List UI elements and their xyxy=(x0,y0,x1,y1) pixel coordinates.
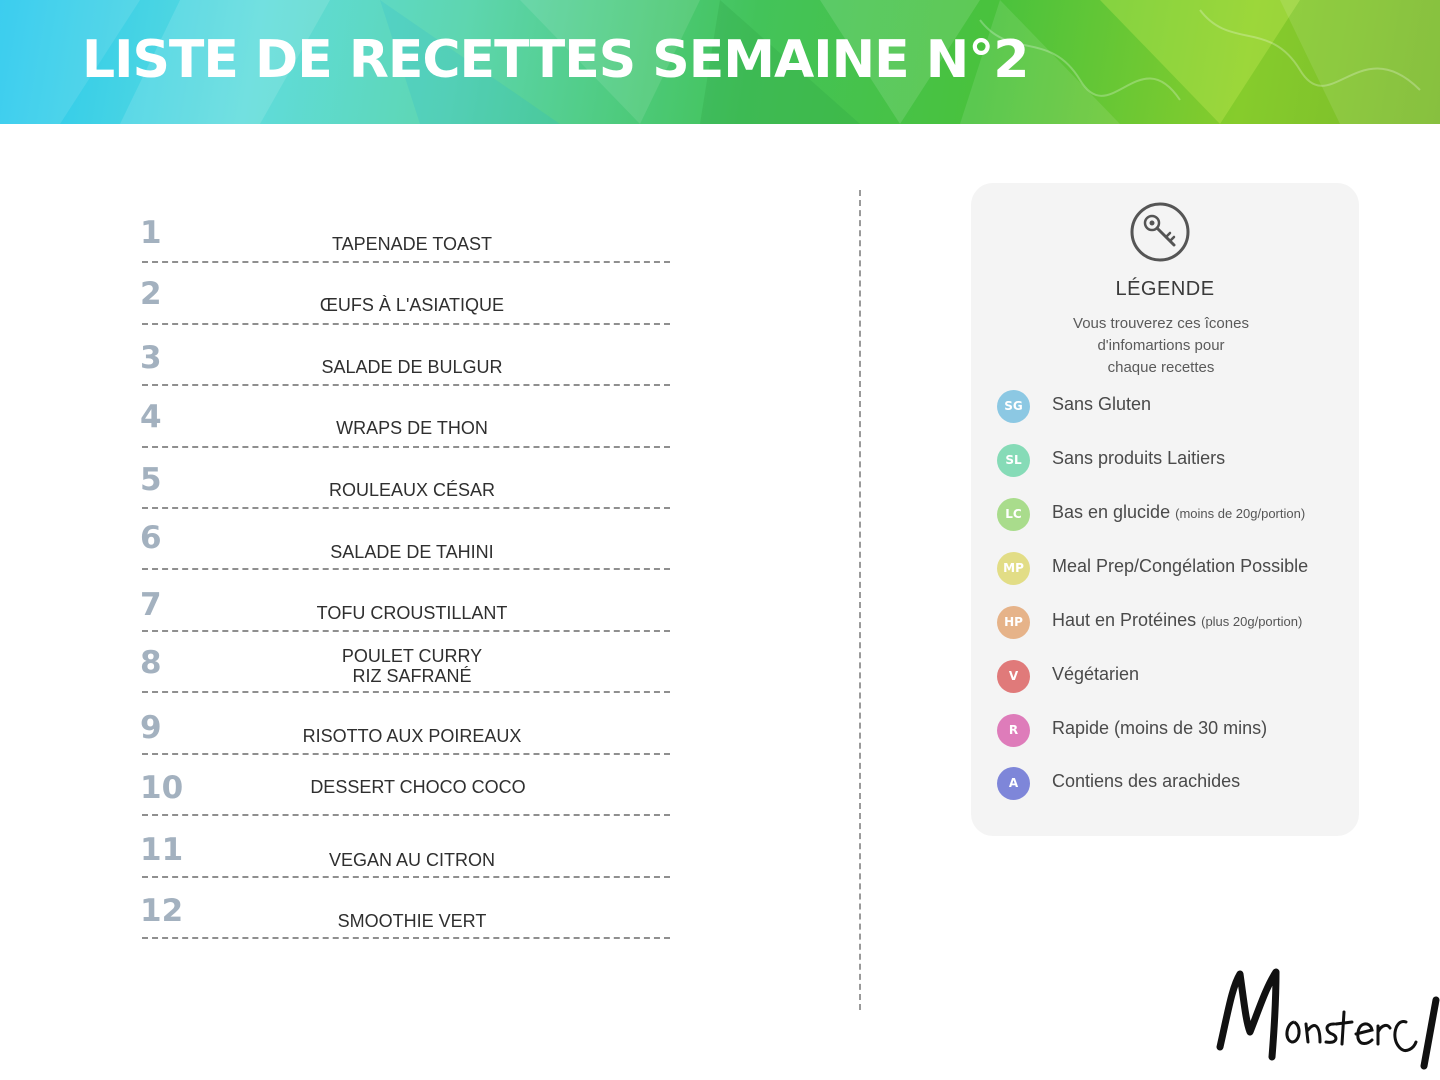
recipe-row xyxy=(142,632,670,693)
legend-label xyxy=(1052,610,1302,631)
legend-label-text: Haut en Protéines xyxy=(1052,610,1197,630)
recipe-row xyxy=(142,570,670,632)
legend-item-sans-gluten xyxy=(997,388,1357,424)
legend-badge: HP xyxy=(997,606,1030,639)
recipe-number: 7 xyxy=(140,587,162,623)
page-title: LISTE DE RECETTES SEMAINE N°2 xyxy=(82,30,1029,90)
legend-item-sans-laitiers xyxy=(997,442,1357,478)
recipe-name: WRAPS DE THON xyxy=(336,418,488,438)
legend-label-text: Sans produits Laitiers xyxy=(1052,448,1226,468)
legend-label xyxy=(1052,771,1240,792)
legend-item-rapide xyxy=(997,712,1357,748)
legend-label-text: Meal Prep/Congélation Possible xyxy=(1052,556,1309,576)
legend-label xyxy=(1052,394,1151,415)
legend-item-haut-proteines xyxy=(997,604,1357,640)
recipe-row xyxy=(142,693,670,755)
recipe-number: 5 xyxy=(140,462,162,498)
recipe-number: 10 xyxy=(140,770,184,806)
recipe-name: ROULEAUX CÉSAR xyxy=(328,480,496,500)
recipe-name: TOFU CROUSTILLANT xyxy=(316,603,508,623)
legend-item-vegetarien xyxy=(997,658,1357,694)
recipe-number: 3 xyxy=(140,340,162,376)
recipe-number: 11 xyxy=(140,832,184,868)
recipe-row xyxy=(142,878,670,939)
legend-label xyxy=(1052,556,1308,577)
recipe-row xyxy=(142,386,670,448)
legend-badge: R xyxy=(997,714,1030,747)
recipe-number: 8 xyxy=(140,645,162,681)
recipe-number: 1 xyxy=(140,215,162,251)
legend-label-text: Bas en glucide xyxy=(1052,502,1171,522)
legend-title: LÉGENDE xyxy=(1115,278,1215,300)
recipe-name-line2: RIZ SAFRANÉ xyxy=(352,666,472,686)
legend-panel xyxy=(971,183,1359,836)
legend-item-meal-prep xyxy=(997,550,1357,586)
legend-item-arachides xyxy=(997,765,1357,801)
legend-label xyxy=(1052,718,1267,739)
column-divider xyxy=(859,190,861,1010)
legend-description-line: Vous trouverez ces îcones xyxy=(1073,315,1249,332)
legend-note: (plus 20g/portion) xyxy=(1201,614,1303,629)
recipe-number: 2 xyxy=(140,276,162,312)
legend-badge: V xyxy=(997,660,1030,693)
recipe-name: SALADE DE BULGUR xyxy=(321,357,503,377)
recipe-name: SMOOTHIE VERT xyxy=(337,911,487,931)
legend-label xyxy=(1052,448,1225,469)
recipe-name: TAPENADE TOAST xyxy=(331,234,493,254)
recipe-name: ŒUFS À L'ASIATIQUE xyxy=(319,295,505,315)
recipe-list xyxy=(142,202,670,939)
legend-note: (moins de 20g/portion) xyxy=(1175,506,1306,521)
recipe-row xyxy=(142,202,670,263)
legend-label xyxy=(1052,502,1305,523)
recipe-number: 6 xyxy=(140,520,162,556)
legend-badge: MP xyxy=(997,552,1030,585)
recipe-number: 12 xyxy=(140,893,184,929)
legend-label-text: Sans Gluten xyxy=(1052,394,1152,414)
recipe-name: SALADE DE TAHINI xyxy=(330,542,494,562)
recipe-row xyxy=(142,509,670,570)
legend-label-text: Rapide (moins de 30 mins) xyxy=(1052,718,1268,738)
recipe-row xyxy=(142,755,670,816)
recipe-row xyxy=(142,263,670,325)
recipe-name: VEGAN AU CITRON xyxy=(328,850,496,870)
recipe-name: POULET CURRY xyxy=(341,646,483,666)
legend-description-line: chaque recettes xyxy=(1107,359,1215,376)
recipe-row xyxy=(142,325,670,386)
legend-description-line: d'infomartions pour xyxy=(1097,337,1225,354)
monster-chef-logo xyxy=(1210,962,1440,1072)
legend-item-bas-glucide xyxy=(997,496,1357,532)
recipe-name: RISOTTO AUX POIREAUX xyxy=(302,726,522,746)
legend-badge: SG xyxy=(997,390,1030,423)
legend-badge: A xyxy=(997,767,1030,800)
legend-description xyxy=(1031,313,1291,379)
legend-badge: SL xyxy=(997,444,1030,477)
legend-badge: LC xyxy=(997,498,1030,531)
recipe-row xyxy=(142,816,670,878)
recipe-name: DESSERT CHOCO COCO xyxy=(310,777,526,797)
header-banner xyxy=(0,0,1440,124)
legend-label-text: Végétarien xyxy=(1052,664,1140,684)
legend-label xyxy=(1052,664,1139,685)
recipe-number: 4 xyxy=(140,399,162,435)
recipe-number: 9 xyxy=(140,710,162,746)
key-icon xyxy=(1129,201,1191,263)
recipe-row xyxy=(142,448,670,509)
legend-label-text: Contiens des arachides xyxy=(1052,771,1241,791)
